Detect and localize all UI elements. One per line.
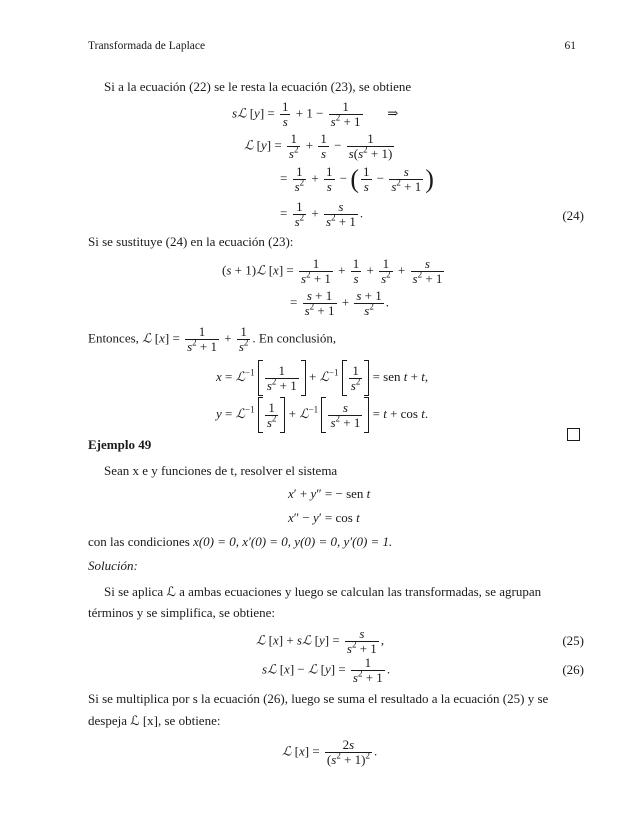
page-number: 61 <box>564 40 576 52</box>
entonces-prefix: Entonces, <box>88 330 139 346</box>
apply-paragraph-line1: Si se aplica ℒ a ambas ecuaciones y luego se calculan las transformadas, se agrupan <box>104 584 542 599</box>
conditions-values: x(0) = 0, x′(0) = 0, y(0) = 0, y′(0) = 1. <box>193 534 393 549</box>
multiply-paragraph-line1: Si se multiplica por s la ecuación (26), luego se suma el resultado a la ecuación (25) y se <box>88 691 549 706</box>
conditions-prefix: con las condiciones <box>88 534 190 549</box>
example-title: Ejemplo 49 <box>88 437 152 452</box>
multiply-paragraph-line2: despeja ℒ [x], se obtiene: <box>88 713 221 728</box>
equation-number-26: (26) <box>562 662 584 677</box>
apply-paragraph-line2: términos y se simplifica, se obtiene: <box>88 605 276 620</box>
conditions-line <box>88 533 392 551</box>
final-equation: ℒ [x] = $\frac{2s}{(s^2 + 1)^2}$ . <box>282 737 378 767</box>
equation-number-25: (25) <box>562 633 584 648</box>
equation-number-24: (24) <box>562 208 584 223</box>
entonces-line: Entonces, ℒ [x] = $\frac{1}{s^2 + 1}$ + $\frac{1}{s^2}$ . En conclusión, <box>88 324 337 354</box>
entonces-suffix: . En conclusión, <box>252 330 337 346</box>
intro-paragraph: Si a la ecuación (22) se le resta la ecuación (23), se obtiene <box>104 79 412 94</box>
solution-label: Solución: <box>88 558 138 573</box>
substitution-paragraph: Si se sustituye (24) en la ecuación (23): <box>88 234 294 249</box>
example-statement: Sean x e y funciones de t, resolver el sistema <box>104 463 338 478</box>
running-header-title: Transformada de Laplace <box>88 40 206 52</box>
qed-box <box>567 428 580 441</box>
